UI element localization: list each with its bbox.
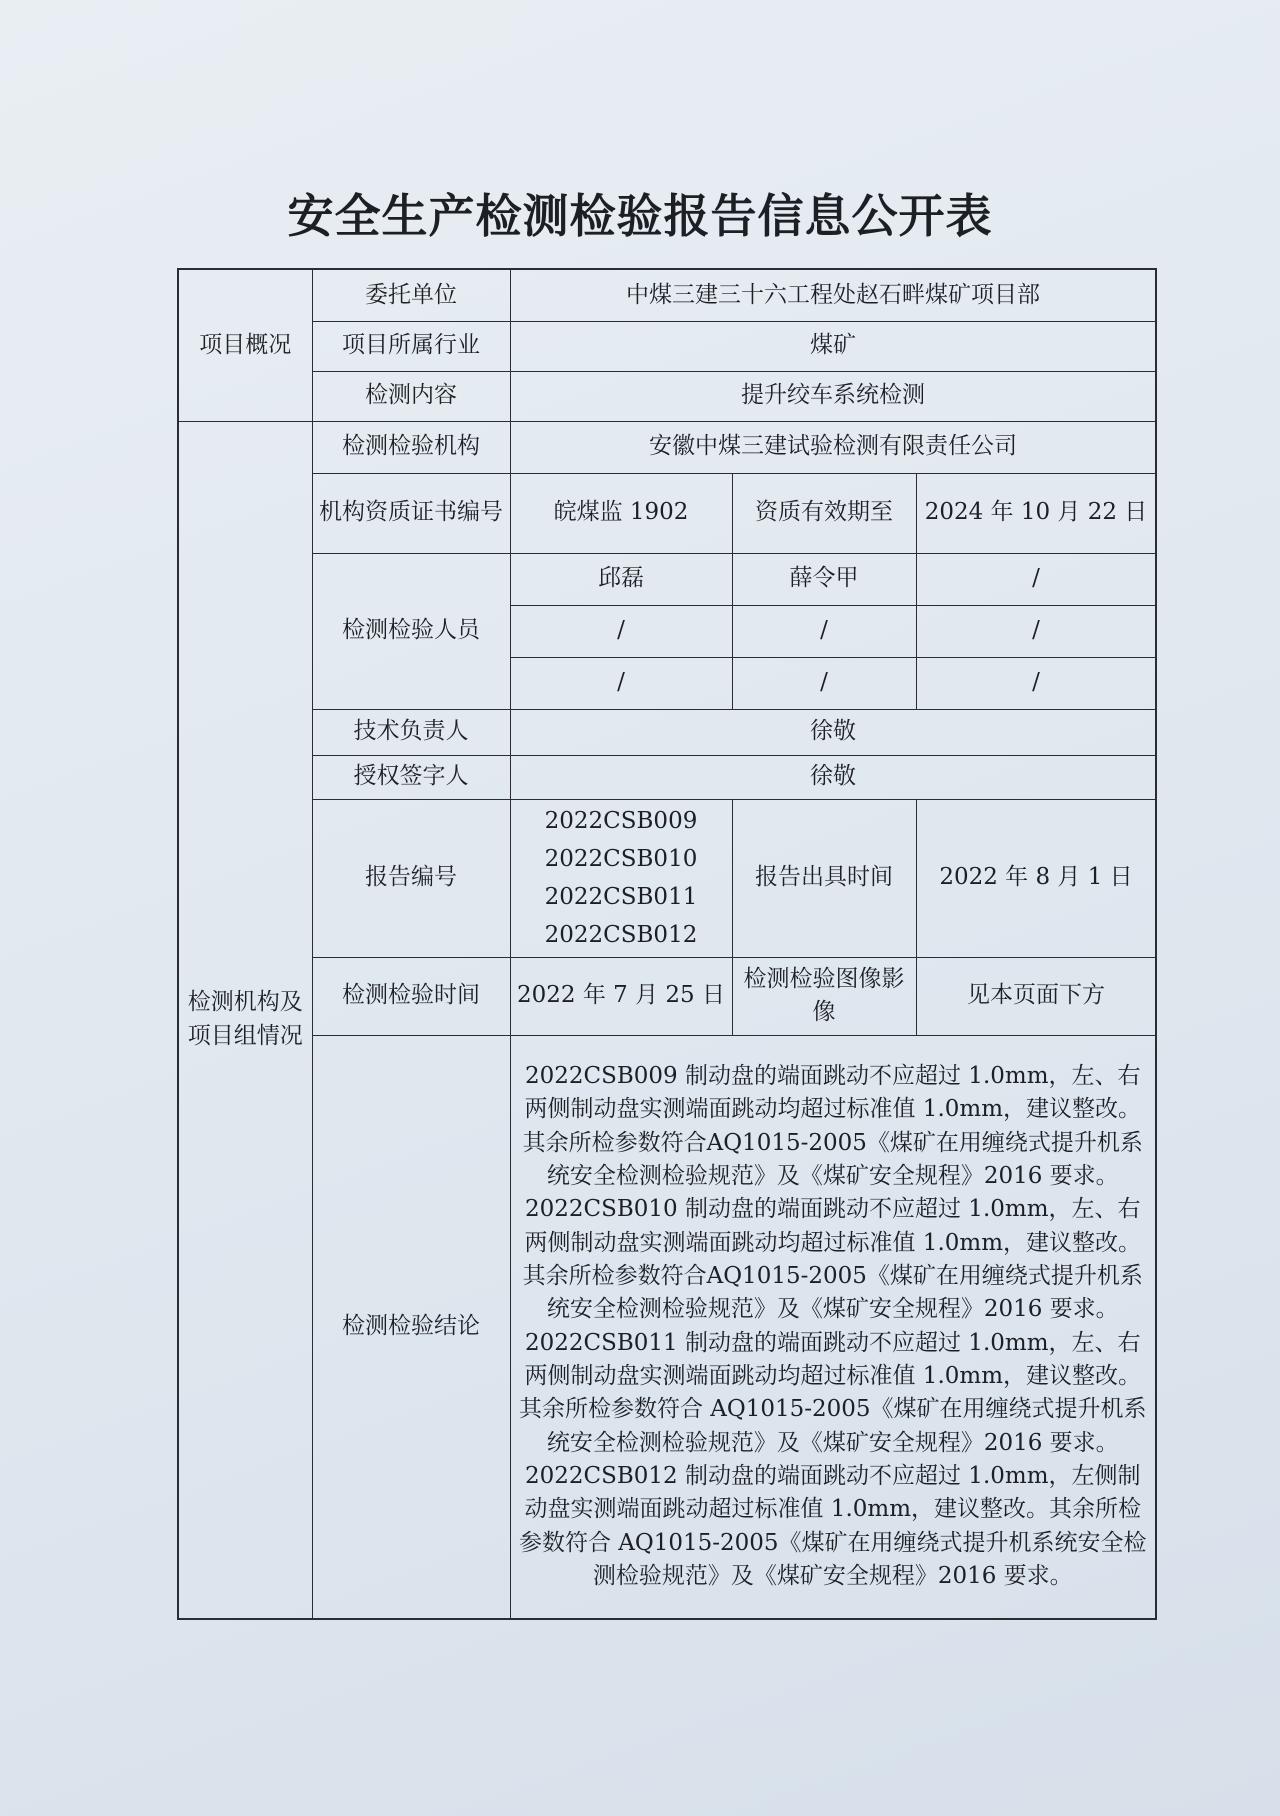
row-report <box>178 799 1156 957</box>
label-report-no: 报告编号 <box>312 799 510 957</box>
report-number: 2022CSB011 <box>544 884 698 910</box>
report-number: 2022CSB009 <box>544 808 698 834</box>
label-test-time: 检测检验时间 <box>312 957 510 1035</box>
document-title: 安全生产检测检验报告信息公开表 <box>287 189 993 243</box>
inspector-cell: 薛令甲 <box>732 553 916 605</box>
row-tech-lead <box>178 709 1156 755</box>
inspector-cell: / <box>916 553 1156 605</box>
value-content: 提升绞车系统检测 <box>510 371 1156 421</box>
value-client: 中煤三建三十六工程处赵石畔煤矿项目部 <box>510 269 1156 321</box>
value-cert-no: 皖煤监 1902 <box>510 473 732 553</box>
conclusion-paragraph: 2022CSB009 制动盘的端面跳动不应超过 1.0mm，左、右两侧制动盘实测端面跳动均超过标准值 1.0mm，建议整改。其余所检参数符合AQ1015-2005《煤矿在用缠绕式提升机系统安全检测检验规范》及《煤矿安全规程》2016 要求。 <box>522 1063 1143 1190</box>
conclusion-paragraph: 2022CSB012 制动盘的端面跳动不应超过 1.0mm，左侧制动盘实测端面跳动超过标准值 1.0mm，建议整改。其余所检参数符合 AQ1015-2005《煤矿在用缠绕式提升机系统安全检测检验规范》及《煤矿安全规程》2016 要求。 <box>518 1463 1147 1590</box>
value-tech-lead: 徐敬 <box>510 709 1156 755</box>
label-industry: 项目所属行业 <box>312 321 510 371</box>
row-inspectors-1 <box>178 553 1156 605</box>
row-industry <box>178 321 1156 371</box>
label-signer: 授权签字人 <box>312 755 510 799</box>
label-client: 委托单位 <box>312 269 510 321</box>
section-overview: 项目概况 <box>178 269 312 421</box>
row-client <box>178 269 1156 321</box>
section-org: 检测机构及项目组情况 <box>178 421 312 1619</box>
label-content: 检测内容 <box>312 371 510 421</box>
value-issue-date: 2022 年 8 月 1 日 <box>916 799 1156 957</box>
value-report-nos <box>510 799 732 957</box>
row-conclusion <box>178 1035 1156 1619</box>
report-number: 2022CSB010 <box>544 846 698 872</box>
label-issue-date: 报告出具时间 <box>732 799 916 957</box>
label-institution: 检测检验机构 <box>312 421 510 473</box>
row-test-time <box>178 957 1156 1035</box>
report-number: 2022CSB012 <box>544 922 698 948</box>
row-institution <box>178 421 1156 473</box>
label-cert-no: 机构资质证书编号 <box>312 473 510 553</box>
row-signer <box>178 755 1156 799</box>
value-test-time: 2022 年 7 月 25 日 <box>510 957 732 1035</box>
inspector-cell: / <box>732 657 916 709</box>
inspector-cell: / <box>916 605 1156 657</box>
value-signer: 徐敬 <box>510 755 1156 799</box>
label-tech-lead: 技术负责人 <box>312 709 510 755</box>
value-institution: 安徽中煤三建试验检测有限责任公司 <box>510 421 1156 473</box>
label-inspectors: 检测检验人员 <box>312 553 510 709</box>
inspector-cell: / <box>510 605 732 657</box>
inspector-cell: / <box>732 605 916 657</box>
value-images: 见本页面下方 <box>916 957 1156 1035</box>
label-validity: 资质有效期至 <box>732 473 916 553</box>
inspector-cell: 邱磊 <box>510 553 732 605</box>
conclusion-text <box>510 1035 1156 1619</box>
disclosure-table <box>177 268 1157 1620</box>
conclusion-paragraph: 2022CSB010 制动盘的端面跳动不应超过 1.0mm，左、右两侧制动盘实测端面跳动均超过标准值 1.0mm，建议整改。其余所检参数符合AQ1015-2005《煤矿在用缠绕式提升机系统安全检测检验规范》及《煤矿安全规程》2016 要求。 <box>522 1196 1143 1323</box>
inspector-cell: / <box>916 657 1156 709</box>
value-validity: 2024 年 10 月 22 日 <box>916 473 1156 553</box>
label-images: 检测检验图像影像 <box>732 957 916 1035</box>
conclusion-paragraph: 2022CSB011 制动盘的端面跳动不应超过 1.0mm，左、右两侧制动盘实测端面跳动均超过标准值 1.0mm，建议整改。其余所检参数符合 AQ1015-2005《煤矿在用缠绕式提升机系统安全检测检验规范》及《煤矿安全规程》2016 要求。 <box>518 1329 1147 1456</box>
row-content <box>178 371 1156 421</box>
value-industry: 煤矿 <box>510 321 1156 371</box>
row-cert <box>178 473 1156 553</box>
inspector-cell: / <box>510 657 732 709</box>
section-conclusion: 检测检验结论 <box>312 1035 510 1619</box>
